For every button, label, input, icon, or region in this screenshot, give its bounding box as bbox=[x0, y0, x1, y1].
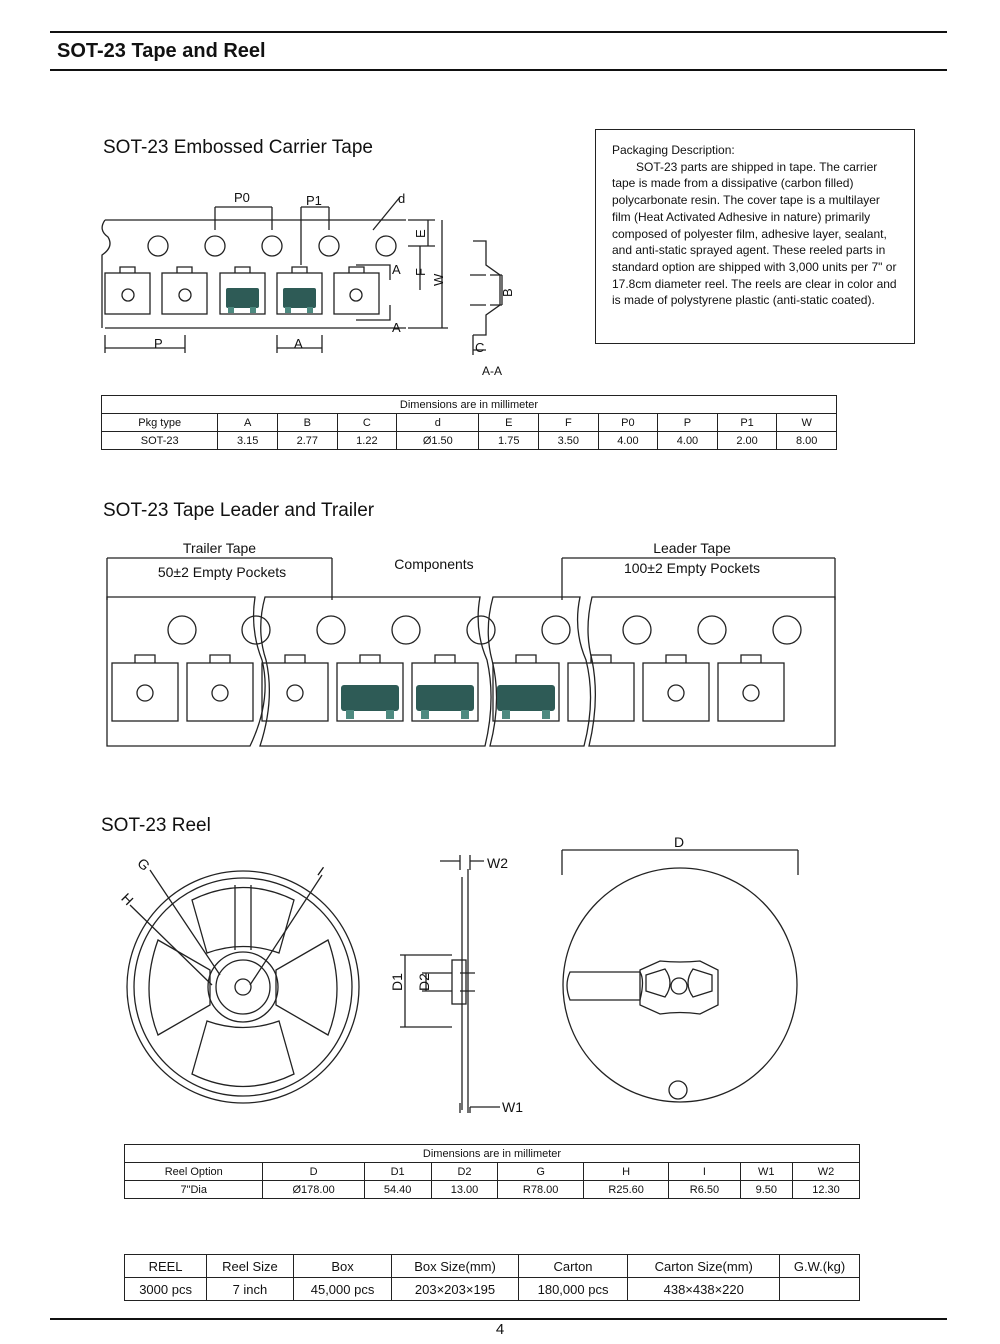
reel-header-cell: H bbox=[583, 1163, 668, 1181]
footer-rule bbox=[50, 1318, 947, 1320]
reel-header-cell: W2 bbox=[793, 1163, 860, 1181]
pack-header-cell: Carton bbox=[518, 1255, 628, 1278]
packaging-body: SOT-23 parts are shipped in tape. The carrier tape is made from a dissipative (carbon filled) polycarbonate resin. The cover tape is a multilayer film (Heat Activated Adhesive in nature) primarily composed of polyester film, adhesive layer, sealant, and anti-static sprayed agent. These reeled parts in standard option are shipped with 3,000 units per 7" or 17.8cm diameter reel. The reels are clear in color and is made of polystyrene plastic (anti-static coated). bbox=[612, 159, 897, 308]
label-w1: W1 bbox=[502, 1099, 523, 1115]
tape-header-cell: Pkg type bbox=[102, 414, 218, 432]
leader-trailer-drawing bbox=[100, 550, 845, 755]
label-e: E bbox=[413, 229, 428, 238]
tape-value-cell: SOT-23 bbox=[102, 432, 218, 450]
label-d1: D1 bbox=[389, 973, 405, 991]
label-aa: A-A bbox=[482, 364, 503, 378]
tape-value-cell: 2.77 bbox=[278, 432, 338, 450]
reel-value-cell: R25.60 bbox=[583, 1181, 668, 1199]
carrier-tape-drawing bbox=[90, 185, 520, 380]
label-w: W bbox=[431, 273, 446, 286]
reel-value-cell: R6.50 bbox=[669, 1181, 740, 1199]
reel-value-cell: R78.00 bbox=[498, 1181, 583, 1199]
label-d: d bbox=[398, 191, 406, 206]
leader-tape-label: Leader Tape bbox=[653, 540, 731, 556]
pack-value-cell: 203×203×195 bbox=[392, 1278, 518, 1301]
page-title: SOT-23 Tape and Reel bbox=[57, 40, 266, 62]
reel-table-caption: Dimensions are in millimeter bbox=[125, 1145, 860, 1163]
tape-value-cell: Ø1.50 bbox=[397, 432, 479, 450]
tape-table-caption: Dimensions are in millimeter bbox=[102, 396, 837, 414]
label-w2: W2 bbox=[487, 855, 508, 871]
reel-drawing bbox=[100, 834, 820, 1125]
components-label: Components bbox=[394, 556, 474, 572]
title-rule bbox=[50, 69, 947, 71]
pack-value-cell bbox=[780, 1278, 860, 1301]
tape-value-cell: 8.00 bbox=[777, 432, 837, 450]
tape-header-cell: P bbox=[658, 414, 718, 432]
label-a-bottom: A bbox=[392, 320, 401, 335]
reel-header-cell: D2 bbox=[431, 1163, 498, 1181]
pack-header-cell: Box Size(mm) bbox=[392, 1255, 518, 1278]
tape-header-cell: A bbox=[218, 414, 278, 432]
pack-value-cell: 7 inch bbox=[207, 1278, 294, 1301]
tape-value-cell: 1.75 bbox=[479, 432, 539, 450]
reel-value-cell: Ø178.00 bbox=[263, 1181, 364, 1199]
tape-header-cell: E bbox=[479, 414, 539, 432]
label-p1: P1 bbox=[306, 193, 322, 208]
label-g: G bbox=[134, 854, 154, 874]
pack-header-cell: G.W.(kg) bbox=[780, 1255, 860, 1278]
label-d2: D2 bbox=[416, 973, 432, 991]
tape-value-cell: 1.22 bbox=[337, 432, 397, 450]
reel-dimension-table bbox=[124, 1144, 860, 1199]
tape-header-cell: d bbox=[397, 414, 479, 432]
label-f: F bbox=[413, 268, 428, 276]
label-b: B bbox=[500, 288, 515, 297]
tape-value-cell: 4.00 bbox=[658, 432, 718, 450]
tape-value-cell: 3.15 bbox=[218, 432, 278, 450]
pack-header-cell: REEL bbox=[125, 1255, 207, 1278]
reel-header-cell: D1 bbox=[364, 1163, 431, 1181]
reel-value-cell: 13.00 bbox=[431, 1181, 498, 1199]
leader-pockets-label: 100±2 Empty Pockets bbox=[623, 560, 761, 576]
packaging-description bbox=[595, 129, 915, 344]
trailer-tape-label: Trailer Tape bbox=[182, 540, 257, 556]
pack-value-cell: 3000 pcs bbox=[125, 1278, 207, 1301]
carrier-tape-title: SOT-23 Embossed Carrier Tape bbox=[103, 137, 373, 158]
pack-value-cell: 45,000 pcs bbox=[293, 1278, 392, 1301]
label-p: P bbox=[154, 336, 163, 351]
label-p0: P0 bbox=[234, 190, 250, 205]
label-a: A bbox=[294, 336, 303, 351]
pack-value-cell: 438×438×220 bbox=[628, 1278, 780, 1301]
trailer-pockets-label: 50±2 Empty Pockets bbox=[157, 564, 287, 580]
reel-value-cell: 12.30 bbox=[793, 1181, 860, 1199]
tape-dimension-table bbox=[101, 395, 837, 450]
tape-value-cell: 3.50 bbox=[539, 432, 599, 450]
label-i: I bbox=[314, 863, 328, 879]
top-rule bbox=[50, 31, 947, 33]
packing-table bbox=[124, 1254, 860, 1301]
reel-value-cell: 9.50 bbox=[740, 1181, 793, 1199]
reel-value-cell: 54.40 bbox=[364, 1181, 431, 1199]
tape-value-cell: 2.00 bbox=[717, 432, 777, 450]
tape-header-cell: B bbox=[278, 414, 338, 432]
tape-header-cell: P0 bbox=[598, 414, 658, 432]
tape-value-cell: 4.00 bbox=[598, 432, 658, 450]
label-c: C bbox=[475, 340, 485, 355]
page-number: 4 bbox=[495, 1321, 505, 1338]
packaging-heading: Packaging Description: bbox=[612, 143, 735, 157]
pack-header-cell: Box bbox=[293, 1255, 392, 1278]
reel-header-cell: W1 bbox=[740, 1163, 793, 1181]
label-d: D bbox=[674, 834, 685, 850]
reel-value-cell: 7"Dia bbox=[125, 1181, 263, 1199]
tape-header-cell: W bbox=[777, 414, 837, 432]
label-h: H bbox=[118, 889, 137, 909]
reel-header-cell: G bbox=[498, 1163, 583, 1181]
pack-header-cell: Carton Size(mm) bbox=[628, 1255, 780, 1278]
reel-header-cell: Reel Option bbox=[125, 1163, 263, 1181]
reel-header-cell: I bbox=[669, 1163, 740, 1181]
reel-header-cell: D bbox=[263, 1163, 364, 1181]
label-a-top: A bbox=[392, 262, 401, 277]
leader-trailer-title: SOT-23 Tape Leader and Trailer bbox=[103, 500, 375, 521]
pack-header-cell: Reel Size bbox=[207, 1255, 294, 1278]
pack-value-cell: 180,000 pcs bbox=[518, 1278, 628, 1301]
tape-header-cell: P1 bbox=[717, 414, 777, 432]
tape-header-cell: C bbox=[337, 414, 397, 432]
reel-title: SOT-23 Reel bbox=[101, 815, 211, 836]
tape-header-cell: F bbox=[539, 414, 599, 432]
